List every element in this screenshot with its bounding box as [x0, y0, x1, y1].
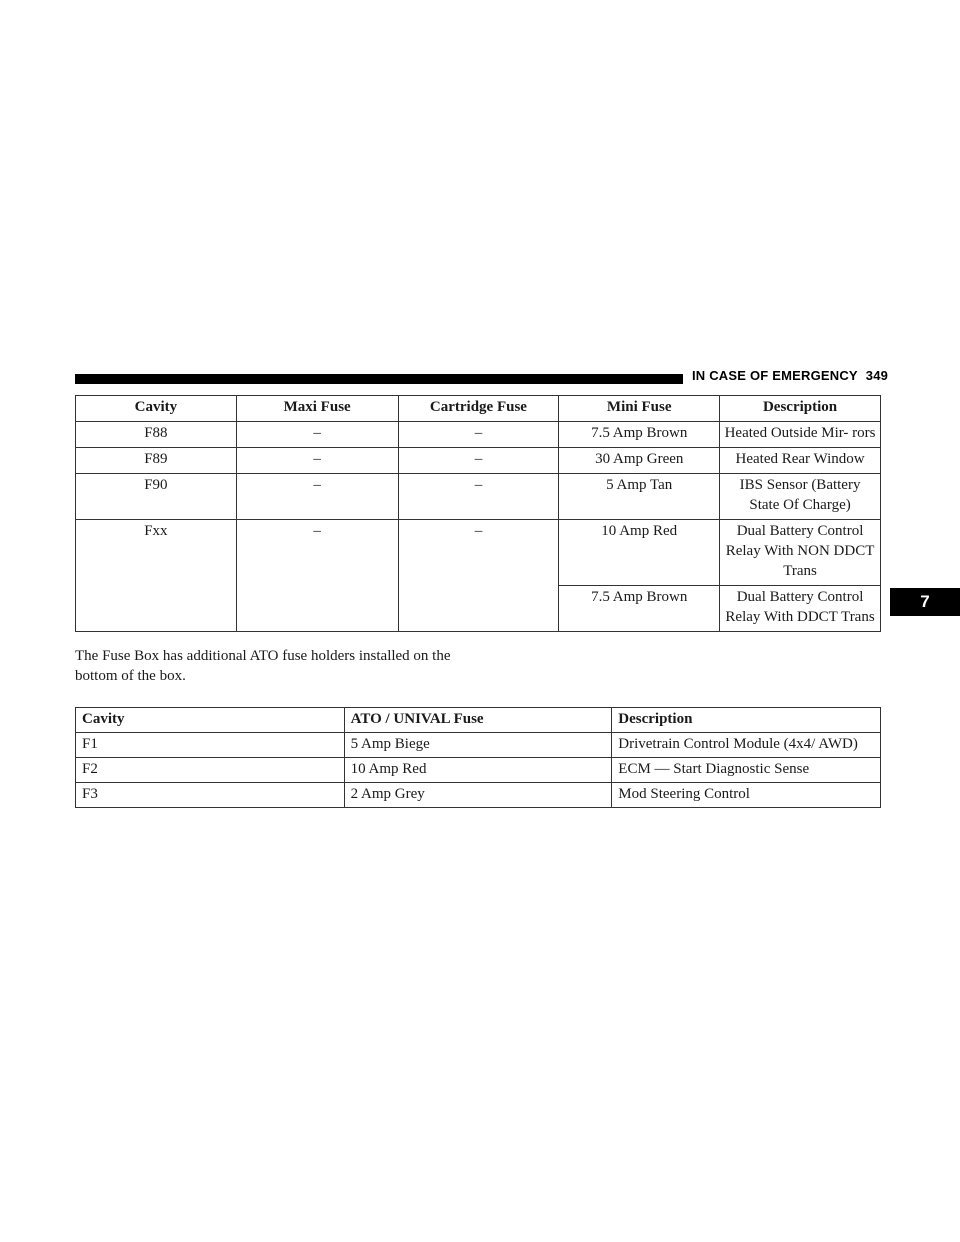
cell-cartridge: – [398, 474, 559, 520]
ato-fuse-table [75, 707, 881, 808]
cell-maxi: – [236, 448, 398, 474]
table-header-row [76, 708, 881, 733]
col-header-mini: Mini Fuse [559, 396, 720, 422]
cell-description: Drivetrain Control Module (4x4/ AWD) [612, 733, 881, 758]
cell-mini: 7.5 Amp Brown [559, 586, 720, 632]
body-paragraph: The Fuse Box has additional ATO fuse holders installed on the bottom of the box. [75, 648, 451, 684]
table-row [76, 422, 881, 448]
section-title: IN CASE OF EMERGENCY [692, 368, 858, 383]
col-header-cartridge: Cartridge Fuse [398, 396, 559, 422]
cell-description: ECM — Start Diagnostic Sense [612, 758, 881, 783]
table-row [76, 448, 881, 474]
cell-fuse: 5 Amp Biege [344, 733, 612, 758]
cell-mini: 30 Amp Green [559, 448, 720, 474]
col-header-cavity: Cavity [76, 708, 345, 733]
cell-cartridge: – [398, 520, 559, 632]
table-row [76, 733, 881, 758]
cell-maxi: – [236, 422, 398, 448]
fuse-table-main [75, 395, 881, 632]
running-header [692, 368, 888, 383]
cell-cavity: F89 [76, 448, 237, 474]
chapter-tab: 7 [890, 588, 960, 616]
cell-cartridge: – [398, 448, 559, 474]
table-row [76, 783, 881, 808]
cell-fuse: 2 Amp Grey [344, 783, 612, 808]
col-header-description: Description [720, 396, 881, 422]
cell-maxi: – [236, 520, 398, 632]
cell-description: IBS Sensor (Battery State Of Charge) [720, 474, 881, 520]
cell-cavity: Fxx [76, 520, 237, 632]
col-header-description: Description [612, 708, 881, 733]
cell-mini: 5 Amp Tan [559, 474, 720, 520]
cell-fuse: 10 Amp Red [344, 758, 612, 783]
cell-mini: 10 Amp Red [559, 520, 720, 586]
cell-cavity: F2 [76, 758, 345, 783]
col-header-maxi: Maxi Fuse [236, 396, 398, 422]
cell-description: Heated Rear Window [720, 448, 881, 474]
cell-description: Dual Battery Control Relay With NON DDCT Trans [720, 520, 881, 586]
table-row [76, 474, 881, 520]
col-header-cavity: Cavity [76, 396, 237, 422]
table-row [76, 758, 881, 783]
cell-cavity: F1 [76, 733, 345, 758]
cell-description: Dual Battery Control Relay With DDCT Trans [720, 586, 881, 632]
cell-cavity: F90 [76, 474, 237, 520]
cell-cartridge: – [398, 422, 559, 448]
table-row [76, 520, 881, 586]
table-header-row [76, 396, 881, 422]
page-number: 349 [865, 368, 889, 383]
cell-maxi: – [236, 474, 398, 520]
col-header-ato-fuse: ATO / UNIVAL Fuse [344, 708, 612, 733]
header-rule [75, 374, 683, 384]
cell-description: Heated Outside Mir- rors [720, 422, 881, 448]
cell-cavity: F3 [76, 783, 345, 808]
cell-description: Mod Steering Control [612, 783, 881, 808]
cell-mini: 7.5 Amp Brown [559, 422, 720, 448]
cell-cavity: F88 [76, 422, 237, 448]
